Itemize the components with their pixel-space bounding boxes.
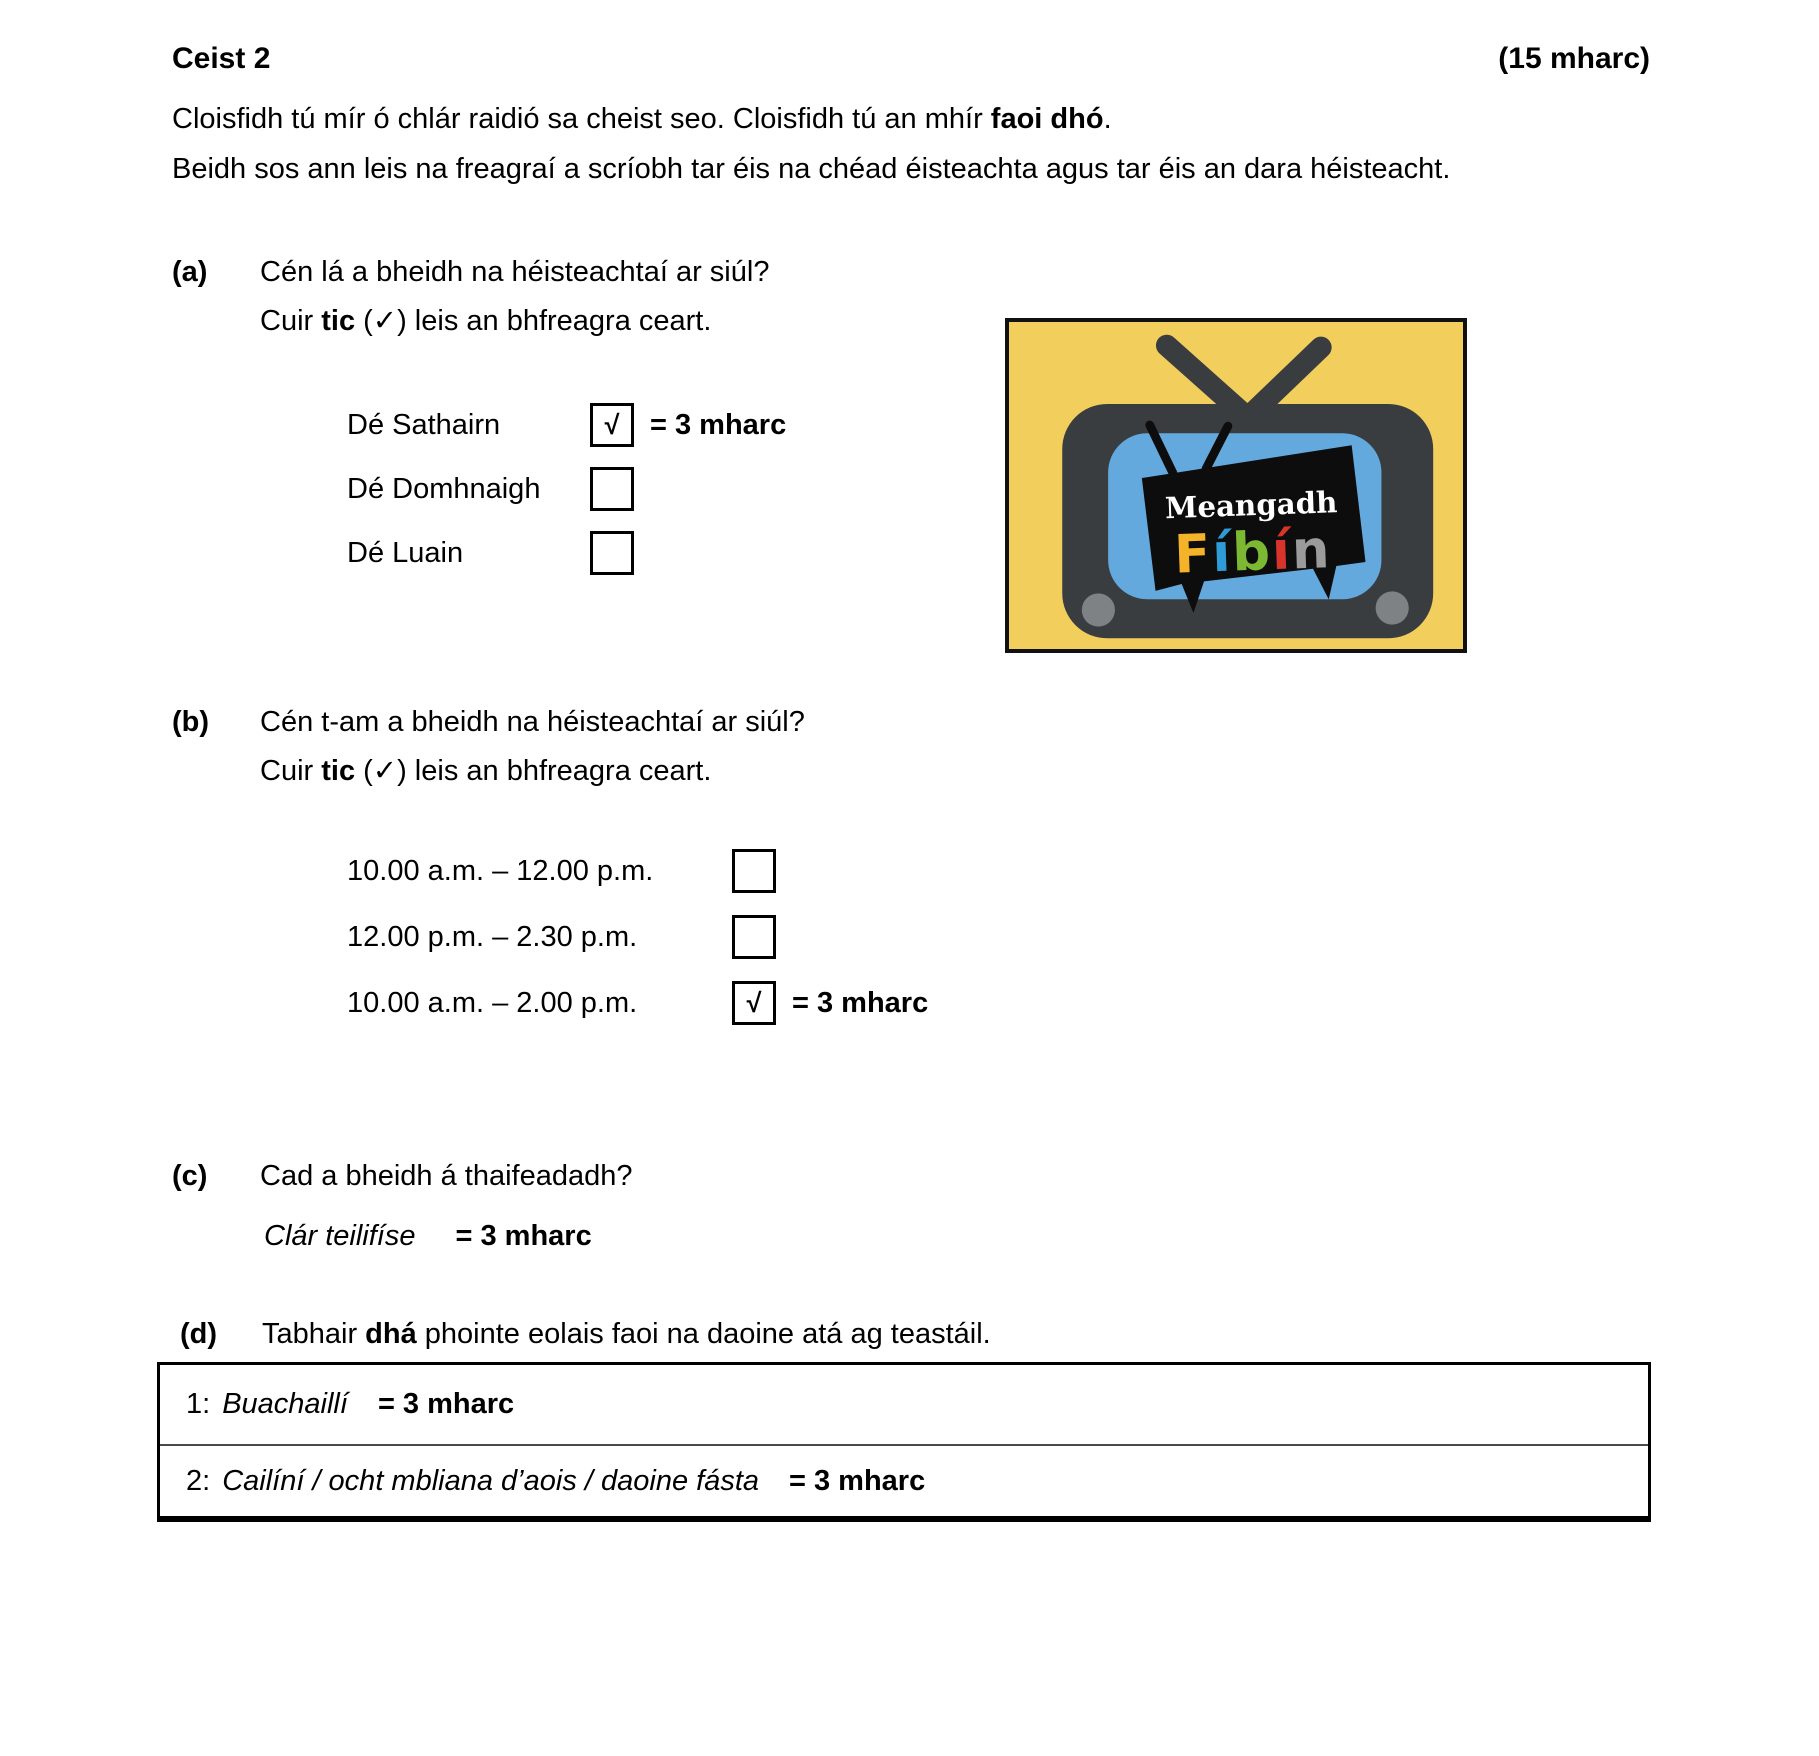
section-d-question bbox=[262, 1310, 991, 1359]
section-d-label: (d) bbox=[180, 1318, 218, 1350]
section-d-question-pre: Tabhair bbox=[262, 1318, 366, 1350]
section-a bbox=[172, 248, 769, 346]
section-a-instruction-bold: tic bbox=[321, 305, 356, 337]
section-c-label: (c) bbox=[172, 1160, 208, 1192]
marks-note: = 3 mharc bbox=[789, 1464, 926, 1497]
section-c bbox=[172, 1152, 632, 1201]
answer-box-row-2 bbox=[160, 1446, 1648, 1516]
section-c-question-row bbox=[172, 1152, 632, 1201]
section-a-instruction-post: (✓) leis an bhfreagra ceart. bbox=[355, 305, 712, 337]
tv-knob-left bbox=[1082, 593, 1115, 626]
option-label: Dé Sathairn bbox=[347, 408, 501, 441]
intro-paragraph bbox=[172, 94, 1672, 194]
section-d-question-post: phointe eolais faoi na daoine atá ag teastáil. bbox=[416, 1318, 991, 1350]
section-b-instruction bbox=[260, 747, 805, 796]
intro-line-1-bold: faoi dhó bbox=[990, 103, 1104, 135]
tv-knob-right bbox=[1376, 591, 1409, 624]
logo-letter: í bbox=[1211, 522, 1234, 585]
checkbox-de-sathairn[interactable] bbox=[590, 403, 634, 447]
logo-letter: í bbox=[1270, 520, 1294, 583]
checkbox-de-domhnaigh[interactable] bbox=[590, 467, 634, 511]
section-b bbox=[172, 698, 805, 796]
section-a-question-row bbox=[172, 248, 769, 297]
checkbox-de-luain[interactable] bbox=[590, 531, 634, 575]
section-b-instruction-pre: Cuir bbox=[260, 755, 322, 787]
checkbox-time-1[interactable] bbox=[732, 849, 776, 893]
intro-line-1 bbox=[172, 94, 1672, 144]
option-time-2 bbox=[347, 904, 928, 970]
logo-line1: Meangadh bbox=[1164, 485, 1338, 526]
marks-note: = 3 mharc bbox=[792, 986, 929, 1019]
option-de-sathairn bbox=[347, 393, 786, 457]
option-label: Dé Domhnaigh bbox=[347, 472, 541, 505]
section-c-question: Cad a bheidh á thaifeadadh? bbox=[260, 1160, 633, 1192]
section-a-instruction bbox=[260, 297, 769, 346]
option-de-luain bbox=[347, 521, 786, 585]
answer-box bbox=[157, 1362, 1651, 1522]
section-c-answer: Clár teilifíse bbox=[264, 1220, 416, 1252]
answer-number: 1: bbox=[186, 1388, 211, 1420]
checkbox-time-3[interactable] bbox=[732, 981, 776, 1025]
section-c-answer-row bbox=[264, 1220, 592, 1253]
tick-mark: √ bbox=[604, 409, 620, 440]
answer-text: Cailíní / ocht mbliana d’aois / daoine fásta bbox=[222, 1464, 759, 1497]
tv-illustration-svg bbox=[1009, 322, 1463, 649]
option-de-domhnaigh bbox=[347, 457, 786, 521]
intro-line-1-text: Cloisfidh tú mír ó chlár raidió sa cheist seo. Cloisfidh tú an mhír bbox=[172, 103, 991, 135]
logo-letter: F bbox=[1173, 523, 1214, 586]
option-label: Dé Luain bbox=[347, 536, 464, 569]
section-a-label: (a) bbox=[172, 256, 208, 288]
section-a-options bbox=[347, 393, 786, 585]
logo-line2 bbox=[1173, 519, 1332, 585]
header bbox=[172, 42, 1650, 76]
logo-letter: n bbox=[1290, 519, 1333, 582]
option-time-1 bbox=[347, 838, 928, 904]
section-d-question-bold: dhá bbox=[365, 1318, 417, 1350]
intro-line-1-end: . bbox=[1103, 103, 1112, 135]
option-label: 10.00 a.m. – 12.00 p.m. bbox=[347, 854, 654, 887]
logo-letter: b bbox=[1231, 521, 1273, 584]
option-label: 10.00 a.m. – 2.00 p.m. bbox=[347, 986, 638, 1019]
section-a-instruction-pre: Cuir bbox=[260, 305, 322, 337]
answer-number: 2: bbox=[186, 1464, 211, 1497]
page-title: Ceist 2 bbox=[172, 42, 271, 75]
answer-box-row-1 bbox=[160, 1365, 1648, 1446]
marks-note: = 3 mharc bbox=[650, 408, 787, 441]
intro-line-2: Beidh sos ann leis na freagraí a scríobh tar éis na chéad éisteachta agus tar éis an dara héisteacht. bbox=[172, 153, 1451, 185]
section-d-question-row bbox=[180, 1310, 991, 1359]
section-b-question: Cén t-am a bheidh na héisteachtaí ar siúl? bbox=[260, 706, 805, 738]
section-d bbox=[180, 1310, 991, 1359]
checkbox-time-2[interactable] bbox=[732, 915, 776, 959]
tick-mark: √ bbox=[746, 987, 762, 1018]
answer-text: Buachaillí bbox=[222, 1388, 348, 1420]
marks-note: = 3 mharc bbox=[455, 1220, 592, 1252]
section-b-instruction-post: (✓) leis an bhfreagra ceart. bbox=[355, 755, 712, 787]
section-a-question: Cén lá a bheidh na héisteachtaí ar siúl? bbox=[260, 256, 770, 288]
section-b-options bbox=[347, 838, 928, 1036]
section-b-question-row bbox=[172, 698, 805, 747]
marks-note: = 3 mharc bbox=[377, 1388, 515, 1420]
option-label: 12.00 p.m. – 2.30 p.m. bbox=[347, 920, 638, 953]
section-b-label: (b) bbox=[172, 706, 210, 738]
total-marks: (15 mharc) bbox=[1498, 42, 1650, 75]
option-time-3 bbox=[347, 970, 928, 1036]
section-b-instruction-bold: tic bbox=[321, 755, 356, 787]
tv-illustration bbox=[1005, 318, 1467, 653]
